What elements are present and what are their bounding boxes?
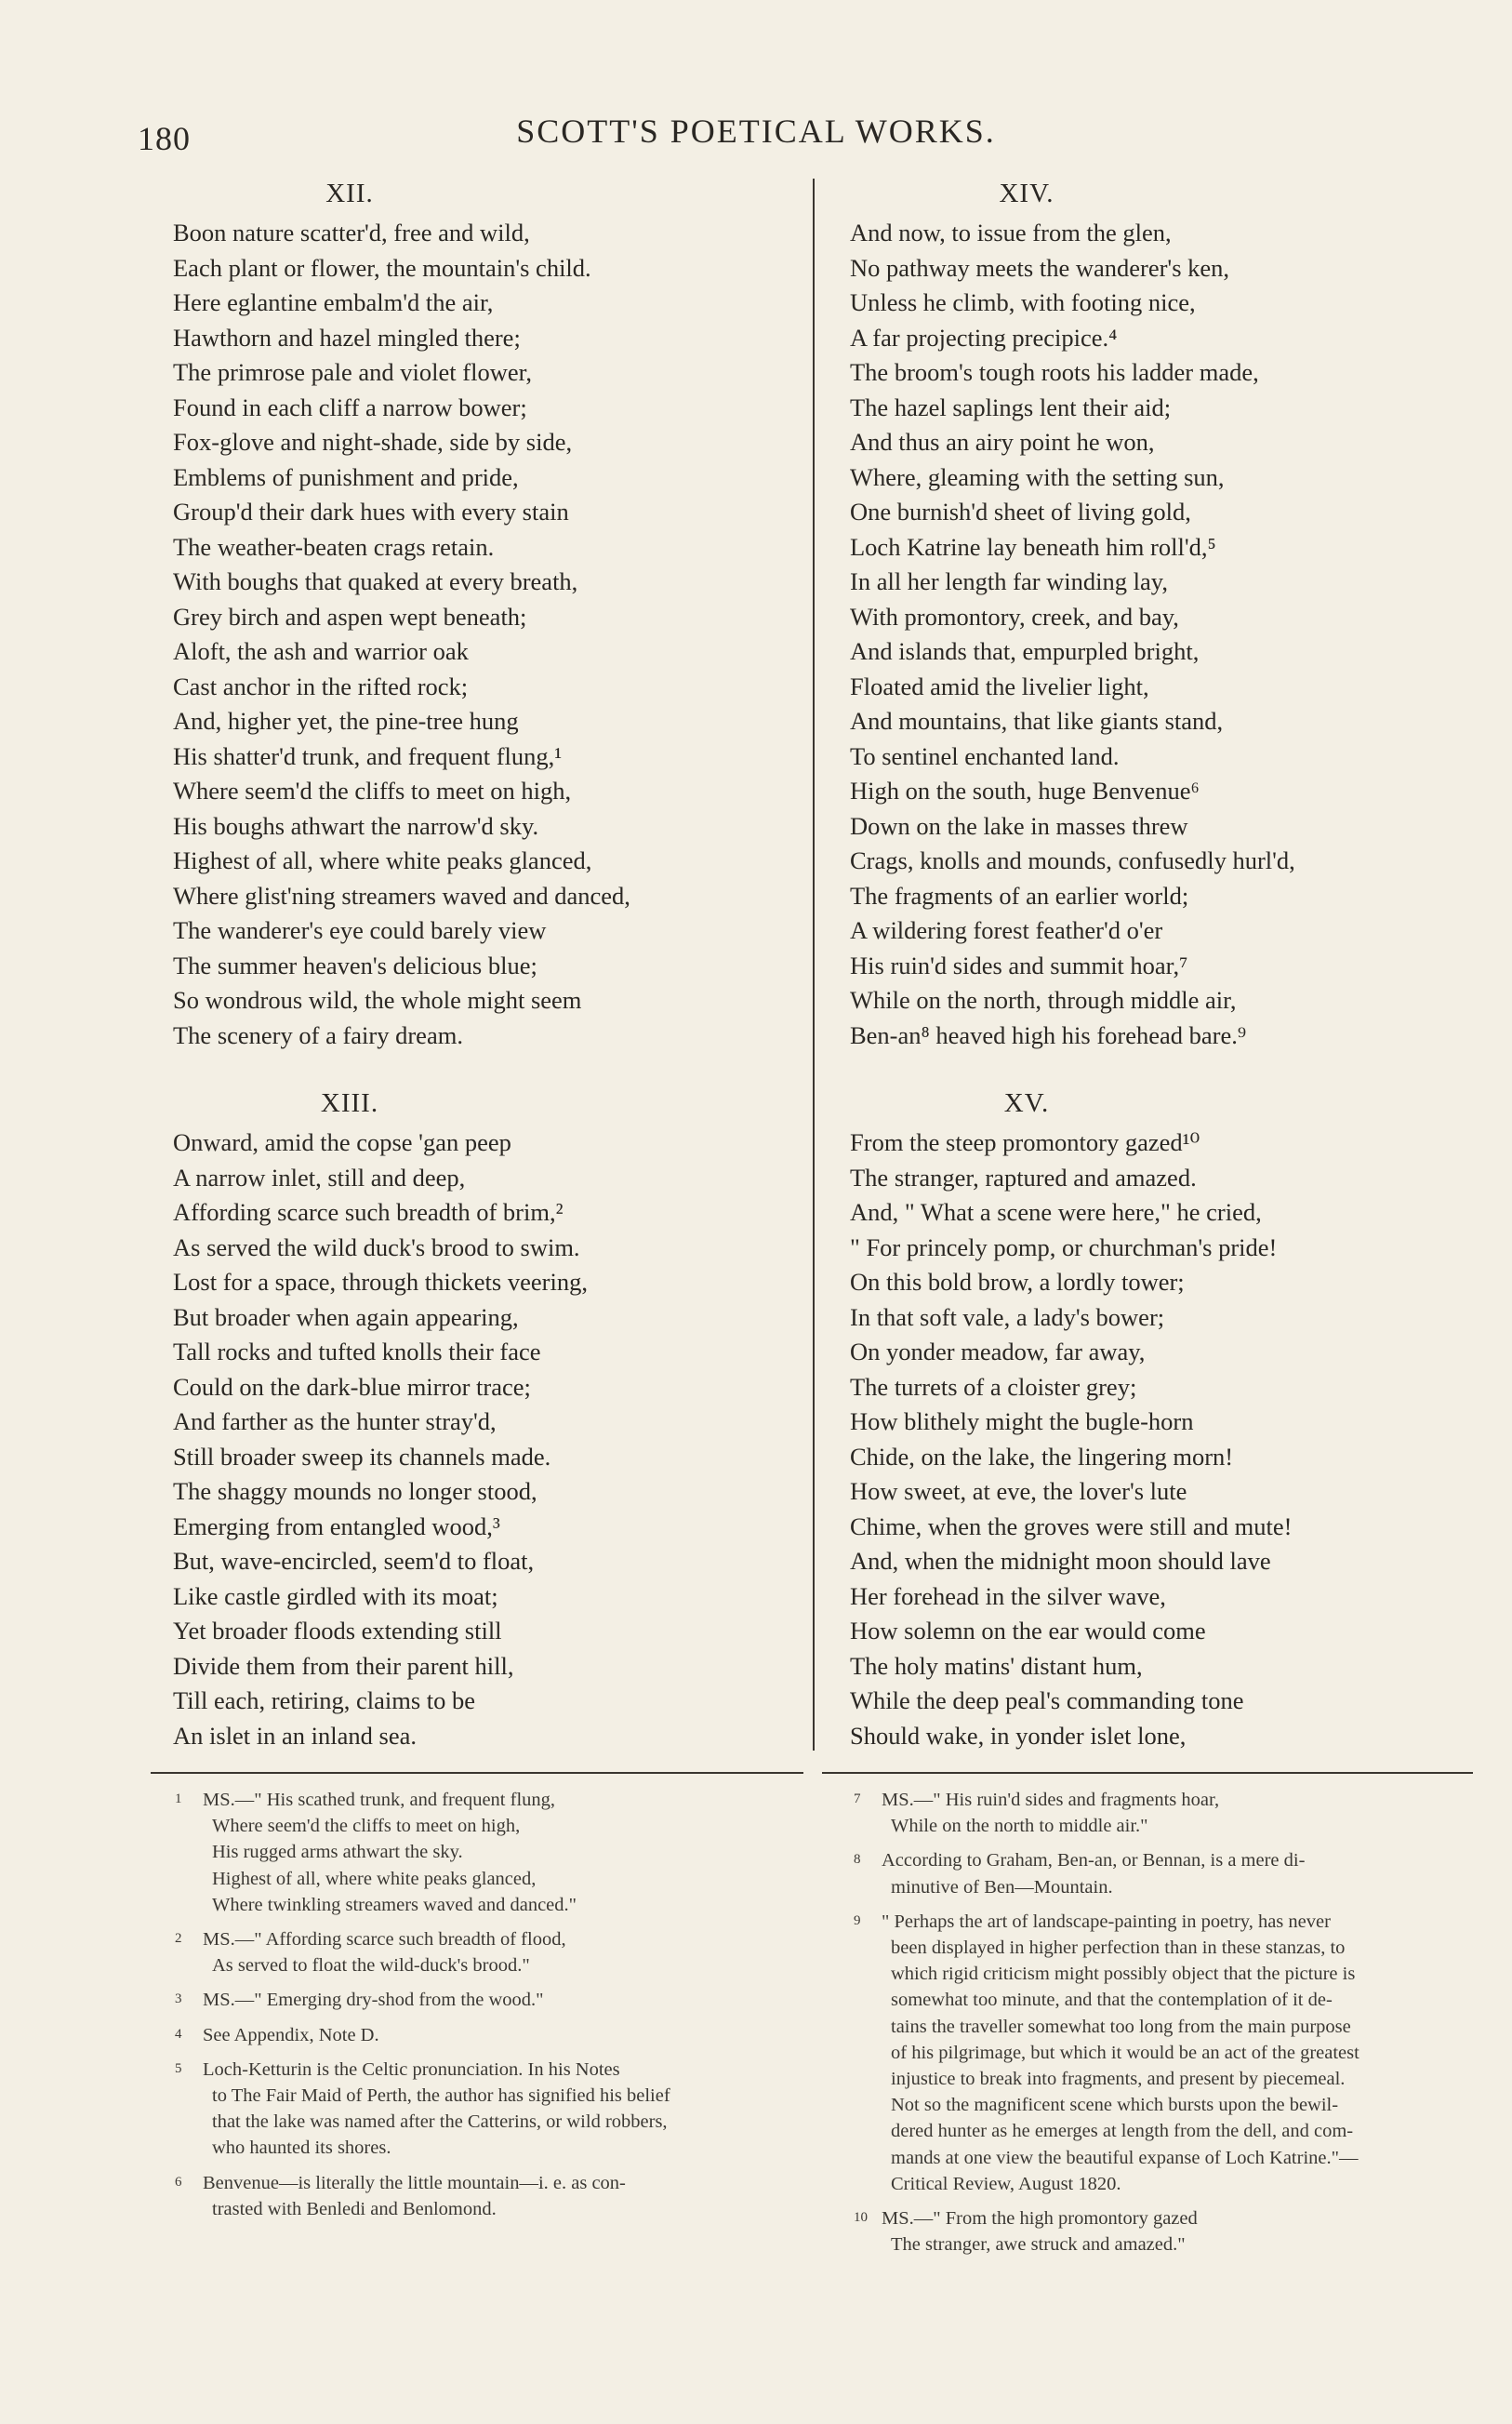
footnote-marker: 5 <box>175 2060 182 2076</box>
footnote-line: tains the traveller somewhat too long from the main purpose <box>891 2016 1351 2037</box>
footnote <box>158 1986 809 2013</box>
footnote <box>158 1786 809 1918</box>
stanza-xiii <box>173 1086 824 1753</box>
verse-line: In that soft vale, a lady's bower; <box>850 1302 1165 1331</box>
verse-line: High on the south, huge Benvenue⁶ <box>850 777 1200 805</box>
footnote-line: dered hunter as he emerges at length from the dell, and com- <box>891 2121 1354 2142</box>
footnote <box>158 2021 809 2048</box>
verse-line: Where, gleaming with the setting sun, <box>850 462 1225 491</box>
footnote-marker: 3 <box>175 1991 182 2007</box>
footnote-text: See Appendix, Note D. <box>203 2024 379 2045</box>
footnote <box>837 2204 1479 2258</box>
verse-line: Crags, knolls and mounds, confusedly hurl'd, <box>850 846 1295 874</box>
verse-line: And, when the midnight moon should lave <box>850 1547 1271 1575</box>
verse-line: The holy matins' distant hum, <box>850 1651 1143 1680</box>
verse-line: Onward, amid the copse 'gan peep <box>173 1128 511 1156</box>
verse-line: Her forehead in the silver wave, <box>850 1581 1166 1610</box>
verse-line: Should wake, in yonder islet lone, <box>850 1721 1187 1750</box>
footnote-marker: 6 <box>175 2174 182 2190</box>
verse-line: Hawthorn and hazel mingled there; <box>173 323 521 352</box>
footnote-line: trasted with Benledi and Benlomond. <box>212 2198 497 2219</box>
footnote-line: somewhat too minute, and that the contemplation of it de- <box>891 1990 1333 2011</box>
footnote-marker: 8 <box>854 1852 861 1868</box>
footnote-text: MS.—" His scathed trunk, and frequent flung, <box>203 1790 556 1810</box>
verse-line: Divide them from their parent hill, <box>173 1651 514 1680</box>
verse-line: His shatter'd trunk, and frequent flung,¹ <box>173 741 563 770</box>
verse-line: And, " What a scene were here," he cried, <box>850 1198 1262 1226</box>
footnote-line: who haunted its shores. <box>212 2138 391 2159</box>
verse-line: Affording scarce such breadth of brim,² <box>173 1198 564 1226</box>
verse-line: Grey birch and aspen wept beneath; <box>173 602 527 631</box>
footnote-line: Not so the magnificent scene which bursts upon the bewil- <box>891 2095 1339 2116</box>
footnote-line <box>837 1908 1479 1935</box>
stanza-number: XIII. <box>320 1088 379 1118</box>
verse-line: Where glist'ning streamers waved and danced, <box>173 881 630 910</box>
verse-line: Down on the lake in masses threw <box>850 811 1188 840</box>
verse-line: And farther as the hunter stray'd, <box>173 1407 497 1435</box>
verse-line: And now, to issue from the glen, <box>850 219 1172 246</box>
running-head: SCOTT'S POETICAL WORKS. <box>516 113 996 150</box>
verse-line: How sweet, at eve, the lover's lute <box>850 1477 1187 1505</box>
footnote-marker: 7 <box>854 1791 861 1806</box>
verse-line: No pathway meets the wanderer's ken, <box>850 253 1230 282</box>
footnote-rule-right <box>822 1772 1473 1774</box>
verse-line: The turrets of a cloister grey; <box>850 1372 1137 1401</box>
stanza-xv <box>850 1086 1501 1753</box>
verse-line: His boughs athwart the narrow'd sky. <box>173 811 539 840</box>
verse-line: Group'd their dark hues with every stain <box>173 498 569 526</box>
verse-line: Lost for a space, through thickets veering, <box>173 1268 588 1296</box>
verse-line: And, higher yet, the pine-tree hung <box>173 707 519 735</box>
verse-line: Highest of all, where white peaks glanced, <box>173 846 592 874</box>
footnote-line <box>158 2056 809 2083</box>
footnote-text: MS.—" Affording scarce such breadth of flood, <box>203 1929 566 1951</box>
verse-line: Aloft, the ash and warrior oak <box>173 637 469 665</box>
page-header <box>0 112 1512 167</box>
verse-line: Cast anchor in the rifted rock; <box>173 672 469 700</box>
verse-line: Loch Katrine lay beneath him roll'd,⁵ <box>850 532 1216 561</box>
verse-line: Where seem'd the cliffs to meet on high, <box>173 777 572 805</box>
verse-line: Emerging from entangled wood,³ <box>173 1512 500 1540</box>
left-column <box>173 177 824 1753</box>
verse-line: An islet in an inland sea. <box>173 1721 417 1750</box>
verse-line: One burnish'd sheet of living gold, <box>850 498 1191 526</box>
verse-line: Here eglantine embalm'd the air, <box>173 288 494 316</box>
footnote-line: Where seem'd the cliffs to meet on high, <box>212 1816 521 1837</box>
footnote-line: mands at one view the beautiful expanse of Loch Katrine."— <box>891 2147 1359 2168</box>
page-number: 180 <box>138 120 191 157</box>
footnote-text: According to Graham, Ben-an, or Bennan, is a mere di- <box>882 1850 1306 1871</box>
verse-line: Like castle girdled with its moat; <box>173 1581 498 1610</box>
footnote-line <box>837 1786 1479 1813</box>
footnote-text: Benvenue—is literally the little mountain—i. e. as con- <box>203 2172 626 2193</box>
verse-line: A narrow inlet, still and deep, <box>173 1163 466 1192</box>
footnote-line: injustice to break into fragments, and present by piecemeal. <box>891 2069 1346 2090</box>
footnote-marker: 9 <box>854 1912 861 1928</box>
footnote-line: minutive of Ben—Mountain. <box>891 1876 1113 1898</box>
footnote-line <box>837 2204 1479 2231</box>
verse-line: But broader when again appearing, <box>173 1302 519 1331</box>
verse-line: Till each, retiring, claims to be <box>173 1686 476 1714</box>
verse-line: Fox-glove and night-shade, side by side, <box>173 428 573 456</box>
footnote-marker: 10 <box>854 2210 868 2226</box>
footnote-marker: 4 <box>175 2026 182 2042</box>
footnotes-left <box>158 1786 809 2230</box>
verse-line: From the steep promontory gazed¹⁰ <box>850 1128 1200 1156</box>
footnote-line <box>158 1786 809 1813</box>
stanza-gap <box>173 1053 824 1086</box>
footnote-line <box>158 1986 809 2013</box>
footnote-line <box>158 2021 809 2048</box>
footnote-text: MS.—" From the high promontory gazed <box>882 2208 1198 2230</box>
footnote-line: The stranger, awe struck and amazed." <box>891 2234 1186 2256</box>
footnote-line: to The Fair Maid of Perth, the author has signified his belief <box>212 2085 670 2107</box>
verse-line: To sentinel enchanted land. <box>850 741 1120 770</box>
verse-line: Ben-an⁸ heaved high his forehead bare.⁹ <box>850 1020 1247 1049</box>
verse-line: Could on the dark-blue mirror trace; <box>173 1372 531 1401</box>
footnote-line <box>837 1846 1479 1873</box>
footnote-line <box>158 1925 809 1952</box>
stanza-xiv <box>850 177 1501 1053</box>
verse-line: The weather-beaten crags retain. <box>173 532 495 561</box>
footnote-line: Highest of all, where white peaks glanced, <box>212 1868 537 1889</box>
verse-line: The primrose pale and violet flower, <box>173 358 532 386</box>
footnote <box>158 1925 809 1978</box>
footnote-line: that the lake was named after the Catterins, or wild robbers, <box>212 2111 668 2133</box>
footnote-line: which rigid criticism might possibly object that the picture is <box>891 1964 1356 1985</box>
verse-line: Found in each cliff a narrow bower; <box>173 393 527 421</box>
verse-line: And islands that, empurpled bright, <box>850 637 1200 665</box>
footnote-line: been displayed in higher perfection than in these stanzas, to <box>891 1938 1346 1959</box>
verse-line: And mountains, that like giants stand, <box>850 707 1224 735</box>
stanza-gap <box>850 1053 1501 1086</box>
footnote-marker: 1 <box>175 1791 182 1806</box>
stanza-lines <box>173 216 824 1053</box>
verse-line: The wanderer's eye could barely view <box>173 916 547 944</box>
verse-line: On yonder meadow, far away, <box>850 1338 1146 1365</box>
verse-line: A far projecting precipice.⁴ <box>850 323 1118 352</box>
verse-line: The broom's tough roots his ladder made, <box>850 358 1259 386</box>
footnote-text: MS.—" His ruin'd sides and fragments hoar, <box>882 1790 1220 1810</box>
footnote-line: His rugged arms athwart the sky. <box>212 1842 463 1863</box>
verse-line: While the deep peal's commanding tone <box>850 1686 1244 1714</box>
footnote-line: While on the north to middle air." <box>891 1816 1148 1837</box>
verse-line: The fragments of an earlier world; <box>850 881 1189 910</box>
verse-line: With boughs that quaked at every breath, <box>173 567 578 595</box>
stanza-lines <box>850 216 1501 1053</box>
footnote-text: MS.—" Emerging dry-shod from the wood." <box>203 1990 544 2011</box>
verse-line: The scenery of a fairy dream. <box>173 1020 463 1049</box>
stanza-lines <box>850 1125 1501 1753</box>
verse-line: Floated amid the livelier light, <box>850 672 1149 700</box>
verse-line: The stranger, raptured and amazed. <box>850 1163 1197 1192</box>
verse-line: Tall rocks and tufted knolls their face <box>173 1338 541 1365</box>
verse-line: Each plant or flower, the mountain's child. <box>173 253 591 282</box>
stanza-xii <box>173 177 824 1053</box>
stanza-number: XIV. <box>999 179 1054 208</box>
verse-line: Yet broader floods extending still <box>173 1617 502 1645</box>
verse-line: As served the wild duck's brood to swim. <box>173 1232 580 1261</box>
footnote <box>158 2169 809 2222</box>
stanza-lines <box>173 1125 824 1753</box>
footnote-text: " Perhaps the art of landscape-painting in poetry, has never <box>882 1911 1331 1932</box>
verse-line: With promontory, creek, and bay, <box>850 602 1179 631</box>
verse-line: In all her length far winding lay, <box>850 567 1168 595</box>
footnote-line: As served to float the wild-duck's brood." <box>212 1955 530 1977</box>
footnote <box>837 1846 1479 1899</box>
verse-line: " For princely pomp, or churchman's pride! <box>850 1232 1278 1261</box>
right-column <box>850 177 1501 1753</box>
footnote-line: Where twinkling streamers waved and danced." <box>212 1894 577 1915</box>
verse-line: Emblems of punishment and pride, <box>173 462 519 491</box>
verse-line: His ruin'd sides and summit hoar,⁷ <box>850 951 1188 979</box>
verse-line: The summer heaven's delicious blue; <box>173 951 537 979</box>
footnote-marker: 2 <box>175 1931 182 1947</box>
verse-line: Chime, when the groves were still and mute! <box>850 1512 1293 1540</box>
verse-line: While on the north, through middle air, <box>850 986 1237 1014</box>
verse-line: And thus an airy point he won, <box>850 428 1155 456</box>
footnote <box>837 1786 1479 1839</box>
footnote-text: Loch-Ketturin is the Celtic pronunciation. In his Notes <box>203 2058 620 2080</box>
footnote-line <box>158 2169 809 2196</box>
verse-line: Still broader sweep its channels made. <box>173 1442 551 1471</box>
footnote <box>158 2056 809 2162</box>
stanza-number: XV. <box>1003 1088 1050 1118</box>
verse-line: How blithely might the bugle-horn <box>850 1407 1194 1435</box>
verse-line: The hazel saplings lent their aid; <box>850 393 1172 421</box>
footnote-line: of his pilgrimage, but which it would be an act of the greatest <box>891 2042 1359 2063</box>
stanza-number: XII. <box>325 179 374 208</box>
footnote-rule-left <box>151 1772 803 1774</box>
verse-line: A wildering forest feather'd o'er <box>850 916 1163 944</box>
verse-line: But, wave-encircled, seem'd to float, <box>173 1547 535 1575</box>
verse-line: The shaggy mounds no longer stood, <box>173 1477 537 1505</box>
footnote <box>837 1908 1479 2197</box>
verse-line: Boon nature scatter'd, free and wild, <box>173 219 530 246</box>
verse-line: Unless he climb, with footing nice, <box>850 288 1196 316</box>
verse-line: So wondrous wild, the whole might seem <box>173 986 582 1014</box>
verse-line: How solemn on the ear would come <box>850 1617 1206 1645</box>
verse-line: Chide, on the lake, the lingering morn! <box>850 1442 1234 1471</box>
footnotes-right <box>837 1786 1479 2265</box>
footnote-line: Critical Review, August 1820. <box>891 2173 1121 2194</box>
verse-line: On this bold brow, a lordly tower; <box>850 1268 1185 1296</box>
